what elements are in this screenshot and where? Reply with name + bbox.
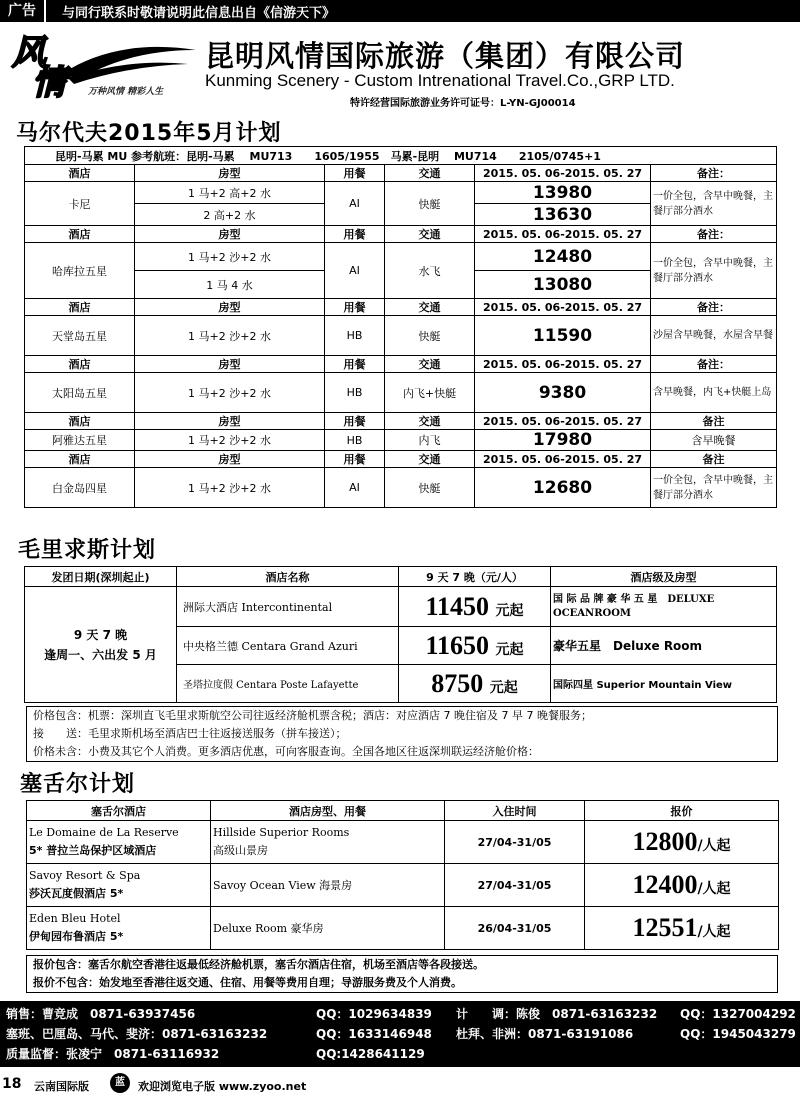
stay-dates: 26/04-31/05 — [445, 907, 585, 950]
contact-qq: QQ：1633146948 — [316, 1027, 432, 1041]
logo-slogan: 万种风情 精彩人生 — [88, 87, 164, 97]
stay-dates: 27/04-31/05 — [445, 864, 585, 907]
page-footer — [0, 1070, 800, 1098]
hotel-name: 白金岛四星 — [25, 468, 135, 508]
table-header-row — [25, 451, 777, 468]
contact-sales: 销售：曹竞成 0871-63937456 — [6, 1007, 196, 1021]
note-line: 接 送：毛里求斯机场至酒店巴士往返接送服务（拼车接送）； — [33, 727, 347, 740]
meal-plan: HB — [325, 430, 385, 451]
seychelles-notes — [26, 955, 778, 993]
company-header — [0, 24, 800, 110]
table-row — [27, 907, 779, 950]
mauritius-title: 毛里求斯计划 — [18, 538, 157, 563]
col-hotel: 酒店 — [25, 413, 135, 430]
price: 9380 — [475, 373, 651, 413]
table-row — [25, 373, 777, 413]
transport: 内飞 — [385, 430, 475, 451]
hotel-cell — [27, 821, 211, 864]
col-hotel: 酒店名称 — [177, 567, 399, 587]
company-logo — [8, 28, 198, 102]
room-type: 1 马+2 沙+2 水 — [135, 316, 325, 356]
room-type: 2 高+2 水 — [135, 204, 325, 226]
remark: 含早晚餐 — [651, 430, 777, 451]
edition-badge-icon: 蓝 — [110, 1073, 130, 1093]
mauritius-notes — [26, 706, 778, 762]
room-en: Deluxe Room 豪华房 — [211, 907, 445, 950]
price: 13980 — [475, 182, 651, 204]
room-cell — [211, 821, 445, 864]
room-type: 1 马+2 沙+2 水 — [135, 468, 325, 508]
stay-dates: 27/04-31/05 — [445, 821, 585, 864]
schedule-days: 逢周一、六出发 5 月 — [44, 647, 157, 662]
col-transport: 交通 — [385, 413, 475, 430]
table-header-row — [25, 226, 777, 243]
room-type: 1 马+2 沙+2 水 — [135, 430, 325, 451]
remark: 沙屋含早晚餐，水屋含早餐 — [651, 316, 777, 356]
remark: 一价全包，含早中晚餐，主餐厅部分酒水 — [651, 468, 777, 508]
hotel-name: 中央格兰德 Centara Grand Azuri — [177, 627, 399, 665]
meal-plan: HB — [325, 373, 385, 413]
schedule-cell — [25, 587, 177, 703]
col-date: 2015. 05. 06-2015. 05. 27 — [475, 356, 651, 373]
price — [585, 907, 779, 950]
price — [585, 864, 779, 907]
col-room: 房型 — [135, 299, 325, 316]
col-room: 房型 — [135, 451, 325, 468]
contact-footer — [0, 1001, 800, 1067]
price — [399, 627, 551, 665]
room-en: Savoy Ocean View 海景房 — [211, 864, 445, 907]
table-row — [27, 864, 779, 907]
col-date: 2015. 05. 06-2015. 05. 27 — [475, 226, 651, 243]
price-value: 11450 — [425, 591, 490, 621]
price-value: 8750 — [431, 668, 484, 698]
col-meal: 用餐 — [325, 413, 385, 430]
contact-qq: QQ：1327004292 — [680, 1007, 796, 1021]
price: 13080 — [475, 271, 651, 299]
seychelles-table — [26, 800, 779, 950]
price-unit: 元起 — [495, 602, 524, 619]
col-transport: 交通 — [385, 299, 475, 316]
hotel-name: 洲际大酒店 Intercontinental — [177, 587, 399, 627]
table-header-row — [25, 165, 777, 182]
hotel-level: 国 际 品 牌 豪 华 五 星 DELUXE OCEANROOM — [551, 587, 777, 627]
col-price: 9 天 7 晚（元/人） — [399, 567, 551, 587]
col-remark: 备注： — [651, 356, 777, 373]
price-unit: /人起 — [697, 881, 731, 897]
transport: 快艇 — [385, 182, 475, 226]
meal-plan: AI — [325, 243, 385, 299]
col-hotel: 酒店 — [25, 226, 135, 243]
price-unit: /人起 — [697, 838, 731, 854]
contact-islands: 塞班、巴厘岛、马代、斐济：0871-63163232 — [6, 1027, 268, 1041]
col-date: 2015. 05. 06-2015. 05. 27 — [475, 451, 651, 468]
price — [399, 587, 551, 627]
hotel-level: 国际四星 Superior Mountain View — [551, 665, 777, 703]
col-remark: 备注 — [651, 413, 777, 430]
flight-info: 昆明-马累 MU 参考航班：昆明-马累 MU713 1605/1955 马累-昆明 MU714 2105/0745+1 — [25, 147, 777, 165]
remark: 一价全包，含早中晚餐，主餐厅部分酒水 — [651, 243, 777, 299]
col-hotel: 酒店 — [25, 356, 135, 373]
hotel-name-en: Savoy Resort & Spa — [29, 869, 141, 882]
svg-text:情: 情 — [32, 63, 66, 102]
contact-qq: QQ：1945043279 — [680, 1027, 796, 1041]
table-row — [25, 243, 777, 271]
price — [585, 821, 779, 864]
room-type: 1 马 4 水 — [135, 271, 325, 299]
col-room: 房型 — [135, 356, 325, 373]
price: 12480 — [475, 243, 651, 271]
svg-text:风: 风 — [12, 33, 46, 73]
hotel-level: 豪华五星 Deluxe Room — [551, 627, 777, 665]
col-hotel: 酒店 — [25, 451, 135, 468]
note-line: 报价包含：塞舌尔航空香港往返最低经济舱机票，塞舌尔酒店住宿，机场至酒店等各段接送。 — [33, 958, 484, 971]
maldives-table — [24, 146, 777, 508]
col-hotel: 酒店 — [25, 165, 135, 182]
transport: 内飞+快艇 — [385, 373, 475, 413]
col-transport: 交通 — [385, 165, 475, 182]
col-level: 酒店级及房型 — [551, 567, 777, 587]
contact-ops: 计 调：陈俊 0871-63163232 — [456, 1007, 658, 1021]
hotel-name: 圣塔拉度假 Centara Poste Lafayette — [177, 665, 399, 703]
meal-plan: AI — [325, 182, 385, 226]
transport: 快艇 — [385, 316, 475, 356]
remark: 含早晚餐，内飞+快艇上岛 — [651, 373, 777, 413]
hotel-cell — [27, 907, 211, 950]
ad-label: 广告 — [0, 0, 46, 22]
col-date: 2015. 05. 06-2015. 05. 27 — [475, 299, 651, 316]
room-type: 1 马+2 高+2 水 — [135, 182, 325, 204]
hotel-cell — [27, 864, 211, 907]
table-header-row — [25, 356, 777, 373]
table-row — [25, 468, 777, 508]
room-en: Hillside Superior Rooms — [213, 826, 350, 839]
col-room: 房型 — [135, 226, 325, 243]
price-value: 12400 — [632, 870, 698, 899]
col-date: 入住时间 — [445, 801, 585, 821]
table-row — [25, 182, 777, 204]
col-remark: 备注： — [651, 226, 777, 243]
meal-plan: AI — [325, 468, 385, 508]
table-row — [25, 430, 777, 451]
col-transport: 交通 — [385, 451, 475, 468]
table-header-row — [27, 801, 779, 821]
col-transport: 交通 — [385, 356, 475, 373]
note-line: 价格包含：机票：深圳直飞毛里求斯航空公司往返经济舱机票含税；酒店：对应酒店 7 晚住宿及 7 早 7 晚餐服务； — [33, 709, 592, 722]
note-line: 价格未含：小费及其它个人消费。更多酒店优惠，可向客服查询。全国各地区往返深圳联运经济舱价格： — [33, 745, 539, 758]
transport: 水飞 — [385, 243, 475, 299]
hotel-name: 阿雅达五星 — [25, 430, 135, 451]
meal-plan: HB — [325, 316, 385, 356]
col-meal: 用餐 — [325, 299, 385, 316]
price: 17980 — [475, 430, 651, 451]
price: 13630 — [475, 204, 651, 226]
col-room: 房型 — [135, 165, 325, 182]
table-row — [27, 821, 779, 864]
contact-qq: QQ:1428641129 — [316, 1047, 425, 1061]
hotel-name-cn: 5* 普拉兰岛保护区域酒店 — [29, 844, 157, 857]
col-remark: 备注： — [651, 165, 777, 182]
room-type: 1 马+2 沙+2 水 — [135, 243, 325, 271]
col-transport: 交通 — [385, 226, 475, 243]
col-hotel: 酒店 — [25, 299, 135, 316]
price-value: 12551 — [632, 913, 698, 942]
seychelles-title: 塞舌尔计划 — [20, 772, 136, 797]
col-meal: 用餐 — [325, 165, 385, 182]
hotel-name-cn: 伊甸园布鲁酒店 5* — [29, 930, 124, 943]
mauritius-table — [24, 566, 777, 703]
top-strip — [0, 0, 800, 22]
col-meal: 用餐 — [325, 451, 385, 468]
website-link[interactable]: 欢迎浏览电子版 www.zyoo.net — [138, 1080, 307, 1093]
col-room: 房型 — [135, 413, 325, 430]
col-remark: 备注： — [651, 299, 777, 316]
price-unit: /人起 — [697, 924, 731, 940]
price-value: 11650 — [425, 630, 490, 660]
price-unit: 元起 — [489, 679, 518, 696]
room-type: 1 马+2 沙+2 水 — [135, 373, 325, 413]
col-date: 发团日期(深圳起止) — [25, 567, 177, 587]
hotel-name-cn: 莎沃瓦度假酒店 5* — [29, 887, 124, 900]
col-date: 2015. 05. 06-2015. 05. 27 — [475, 165, 651, 182]
price: 12680 — [475, 468, 651, 508]
col-remark: 备注 — [651, 451, 777, 468]
col-meal: 用餐 — [325, 356, 385, 373]
col-date: 2015. 05. 06-2015. 05. 27 — [475, 413, 651, 430]
table-row — [25, 316, 777, 356]
schedule-duration: 9 天 7 晚 — [73, 627, 128, 642]
contact-quality: 质量监督：张凌宁 0871-63116932 — [6, 1047, 220, 1061]
col-room: 酒店房型、用餐 — [211, 801, 445, 821]
hotel-name: 卡尼 — [25, 182, 135, 226]
hotel-name: 天堂岛五星 — [25, 316, 135, 356]
hotel-name-en: Eden Bleu Hotel — [29, 912, 121, 925]
contact-qq: QQ：1029634839 — [316, 1007, 432, 1021]
table-header-row — [25, 299, 777, 316]
room-cn: 高级山景房 — [213, 844, 268, 857]
table-header-row — [25, 413, 777, 430]
company-name-en: Kunming Scenery - Custom Intrenational Travel.Co.,GRP LTD. — [205, 71, 675, 90]
source-notice: 与同行联系时敬请说明此信息出自《信游天下》 — [62, 5, 336, 21]
price — [399, 665, 551, 703]
page-number: 18 — [2, 1076, 22, 1092]
edition-name: 云南国际版 — [34, 1080, 89, 1093]
contact-dubai: 杜拜、非洲：0871-63191086 — [456, 1027, 634, 1041]
note-line: 报价不包含：始发地至香港往返交通、住宿、用餐等费用自理；导游服务费及个人消费。 — [33, 976, 462, 989]
maldives-title: 马尔代夫2015年5月计划 — [16, 121, 282, 146]
col-hotel: 塞舌尔酒店 — [27, 801, 211, 821]
col-meal: 用餐 — [325, 226, 385, 243]
table-row — [25, 587, 777, 627]
col-price: 报价 — [585, 801, 779, 821]
price-unit: 元起 — [495, 641, 524, 658]
hotel-name: 哈库拉五星 — [25, 243, 135, 299]
license-number: 特许经营国际旅游业务许可证号：L-YN-GJ00014 — [350, 98, 576, 109]
transport: 快艇 — [385, 468, 475, 508]
table-header-row — [25, 567, 777, 587]
price: 11590 — [475, 316, 651, 356]
hotel-name-en: Le Domaine de La Reserve — [29, 826, 179, 839]
company-name-cn: 昆明风情国际旅游（集团）有限公司 — [205, 39, 686, 73]
hotel-name: 太阳岛五星 — [25, 373, 135, 413]
remark: 一价全包，含早中晚餐，主餐厅部分酒水 — [651, 182, 777, 226]
price-value: 12800 — [632, 827, 698, 856]
